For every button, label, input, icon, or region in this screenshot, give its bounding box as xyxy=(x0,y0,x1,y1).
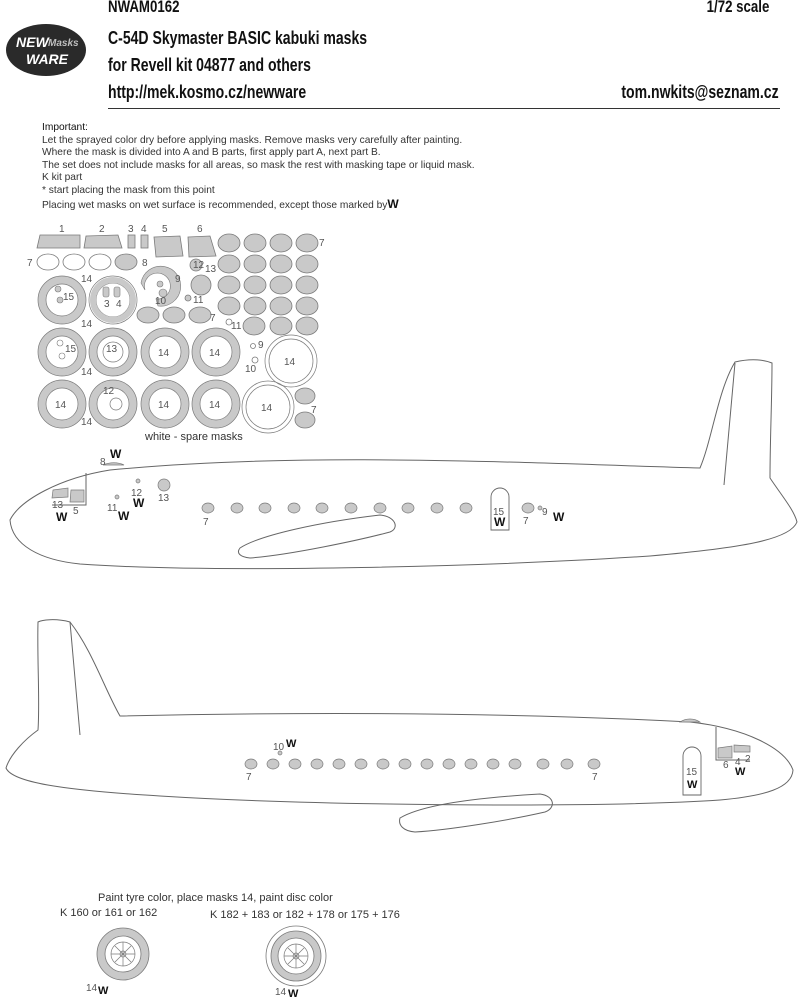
kit-parts-nose-wheel: K 160 or 161 or 162 xyxy=(60,907,158,919)
label-14: 14 xyxy=(275,987,287,998)
wet-mark-icon: W xyxy=(288,988,299,1000)
wet-mark-icon: W xyxy=(56,510,68,524)
spare-masks-note: white - spare masks xyxy=(145,431,243,443)
label-11: 11 xyxy=(107,503,118,514)
label-2: 2 xyxy=(99,224,105,235)
instruction-line: Where the mask is divided into A and B parts, first apply part A, next part B. xyxy=(42,147,381,159)
label-7: 7 xyxy=(592,772,598,783)
label-15: 15 xyxy=(63,292,75,303)
label-7: 7 xyxy=(210,313,216,324)
label-9: 9 xyxy=(175,274,181,285)
label-11: 11 xyxy=(231,321,242,332)
nose-wheel xyxy=(97,928,149,980)
label-9: 9 xyxy=(258,340,264,351)
label-9: 9 xyxy=(542,507,548,518)
wet-mark-icon: W xyxy=(98,985,109,997)
label-11: 11 xyxy=(193,295,204,306)
wheel-caption: Paint tyre color, place masks 14, paint disc color xyxy=(98,892,333,904)
logo-text-new: NEW xyxy=(16,34,49,50)
label-5: 5 xyxy=(73,506,79,517)
label-5: 5 xyxy=(162,224,168,235)
logo-text-ware: WARE xyxy=(26,51,68,67)
label-3: 3 xyxy=(104,299,110,310)
email-link[interactable]: tom.nwkits@seznam.cz xyxy=(621,82,779,102)
label-3: 3 xyxy=(128,224,134,235)
label-7: 7 xyxy=(27,258,33,269)
instruction-line: * start placing the mask from this point xyxy=(42,184,215,196)
label-14: 14 xyxy=(158,348,170,359)
label-6: 6 xyxy=(197,224,203,235)
label-14: 14 xyxy=(81,319,93,330)
label-4: 4 xyxy=(735,757,741,768)
label-14: 14 xyxy=(81,417,93,428)
label-14: 14 xyxy=(158,400,170,411)
instruction-line-text: Placing wet masks on wet surface is recommended, except those marked by xyxy=(42,199,388,211)
label-14: 14 xyxy=(284,357,296,368)
wet-mark-icon: W xyxy=(387,196,399,211)
label-14: 14 xyxy=(55,400,67,411)
label-8: 8 xyxy=(142,258,148,269)
label-13: 13 xyxy=(52,500,64,511)
label-13: 13 xyxy=(158,493,170,504)
label-7: 7 xyxy=(246,772,252,783)
label-10: 10 xyxy=(155,296,167,307)
title-line-2: for Revell kit 04877 and others xyxy=(108,55,311,75)
label-12: 12 xyxy=(131,488,143,499)
main-wheel xyxy=(266,926,326,986)
label-14: 14 xyxy=(261,403,273,414)
product-code: NWAM0162 xyxy=(108,0,180,16)
label-15: 15 xyxy=(493,507,505,518)
wet-mark-icon: W xyxy=(687,779,698,791)
label-4: 4 xyxy=(116,299,122,310)
wet-mark-icon: W xyxy=(494,515,506,529)
label-13: 13 xyxy=(205,264,217,275)
label-12: 12 xyxy=(193,260,205,271)
label-14: 14 xyxy=(81,274,93,285)
label-15: 15 xyxy=(686,767,698,778)
label-10: 10 xyxy=(245,364,257,375)
label-14: 14 xyxy=(86,983,98,994)
label-10: 10 xyxy=(273,742,285,753)
label-14: 14 xyxy=(81,367,93,378)
wet-mark-icon: W xyxy=(735,766,746,778)
kit-parts-main-wheel: K 182 + 183 or 182 + 178 or 175 + 176 xyxy=(210,909,400,921)
instruction-line: K kit part xyxy=(42,172,83,184)
label-15: 15 xyxy=(65,344,77,355)
wet-mark-icon: W xyxy=(110,447,122,461)
website-link[interactable]: http://mek.kosmo.cz/newware xyxy=(108,82,307,102)
scale-label: 1/72 scale xyxy=(706,0,769,16)
wet-mark-icon: W xyxy=(118,509,130,523)
label-7: 7 xyxy=(311,405,317,416)
label-4: 4 xyxy=(141,224,147,235)
label-2: 2 xyxy=(745,754,751,765)
logo-text-masks: Masks xyxy=(48,38,79,49)
wet-mark-icon: W xyxy=(133,496,145,510)
label-13: 13 xyxy=(106,344,118,355)
instruction-line: Let the sprayed color dry before applying masks. Remove masks very carefully after painting. xyxy=(42,134,463,146)
label-12: 12 xyxy=(103,386,115,397)
label-14: 14 xyxy=(209,348,221,359)
label-1: 1 xyxy=(59,224,65,235)
instruction-line: The set does not include masks for all areas, so mask the rest with masking tape or liquid mask. xyxy=(42,159,475,171)
wet-mark-icon: W xyxy=(286,738,297,750)
label-8: 8 xyxy=(100,457,106,468)
wet-mark-icon: W xyxy=(553,510,565,524)
label-7: 7 xyxy=(319,238,325,249)
label-7: 7 xyxy=(523,516,529,527)
label-6: 6 xyxy=(723,760,729,771)
label-14: 14 xyxy=(209,400,221,411)
label-7: 7 xyxy=(203,517,209,528)
instructions-heading: Important: xyxy=(42,122,88,133)
title-line-1: C-54D Skymaster BASIC kabuki masks xyxy=(108,28,368,48)
